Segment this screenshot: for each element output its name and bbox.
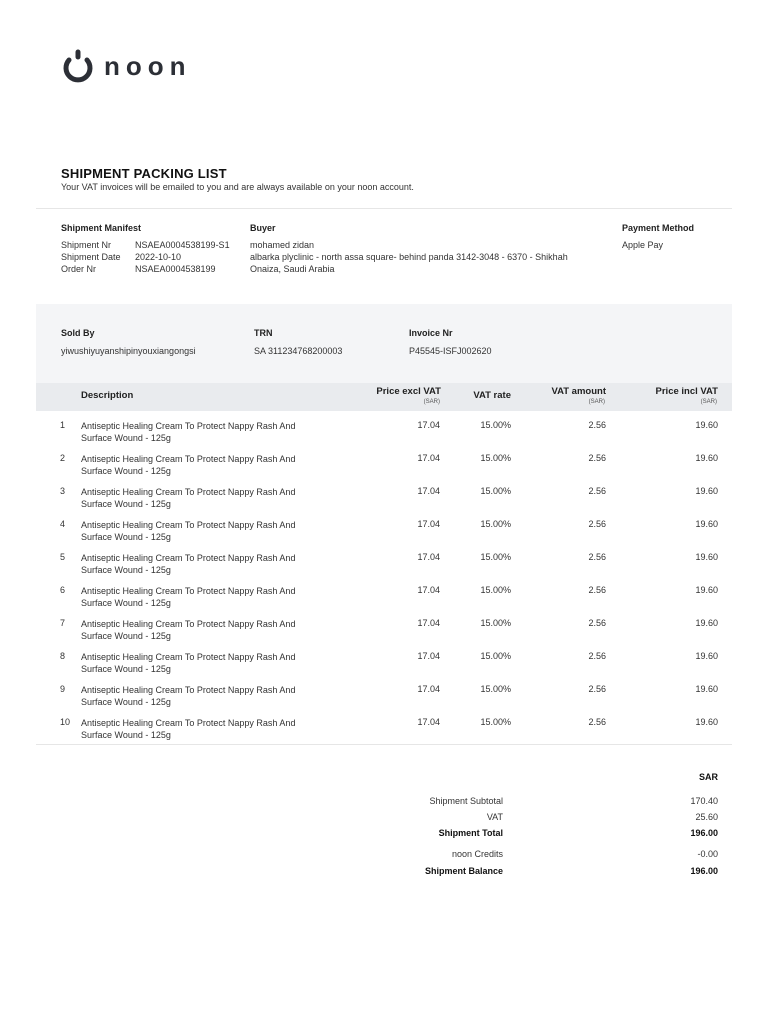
vat-rate: 15.00% — [480, 519, 511, 529]
table-row — [36, 483, 732, 516]
item-description-line1: Antiseptic Healing Cream To Protect Nappy Rash And — [81, 652, 296, 662]
balance-label: Shipment Balance — [424, 866, 503, 876]
table-row — [36, 681, 732, 714]
table-row — [36, 648, 732, 681]
credits-label: noon Credits — [451, 849, 503, 859]
manifest-value-order-nr: NSAEA0004538199 — [135, 264, 216, 274]
manifest-label-order-nr: Order Nr — [61, 264, 97, 274]
manifest-label-shipment-date: Shipment Date — [61, 252, 121, 262]
page-title: SHIPMENT PACKING LIST — [61, 166, 227, 181]
price-excl-vat: 17.04 — [417, 651, 440, 661]
item-description-line2: Surface Wound - 125g — [81, 466, 171, 476]
item-description-line2: Surface Wound - 125g — [81, 433, 171, 443]
brand-name: noon — [104, 50, 192, 81]
col-description: Description — [81, 390, 134, 401]
payment-heading: Payment Method — [622, 223, 695, 233]
divider — [36, 744, 732, 745]
col-vat-rate: VAT rate — [473, 390, 511, 401]
item-description — [81, 618, 326, 642]
total-label: Shipment Total — [438, 828, 503, 838]
divider — [36, 208, 732, 209]
price-excl-vat: 17.04 — [417, 420, 440, 430]
trn-value: SA 311234768200003 — [254, 346, 343, 356]
table-row — [36, 714, 732, 747]
row-number: 6 — [60, 585, 66, 595]
row-number: 10 — [60, 717, 71, 727]
vat-rate: 15.00% — [480, 651, 511, 661]
total-value: 196.00 — [690, 828, 718, 838]
item-description-line1: Antiseptic Healing Cream To Protect Nappy Rash And — [81, 586, 296, 596]
item-description — [81, 585, 326, 609]
price-incl-vat: 19.60 — [695, 618, 718, 628]
buyer-heading: Buyer — [250, 223, 276, 233]
noon-logo-icon — [60, 48, 96, 84]
price-excl-vat: 17.04 — [417, 717, 440, 727]
price-incl-vat: 19.60 — [695, 651, 718, 661]
vat-amount: 2.56 — [588, 519, 606, 529]
table-row — [36, 450, 732, 483]
table-row — [36, 417, 732, 450]
vat-amount: 2.56 — [588, 651, 606, 661]
trn-heading: TRN — [254, 328, 273, 338]
payment-method: Apple Pay — [622, 240, 664, 250]
price-excl-vat: 17.04 — [417, 552, 440, 562]
item-description — [81, 420, 326, 444]
table-row — [36, 582, 732, 615]
row-number: 5 — [60, 552, 66, 562]
price-excl-vat: 17.04 — [417, 453, 440, 463]
item-description-line2: Surface Wound - 125g — [81, 664, 171, 674]
price-incl-vat: 19.60 — [695, 519, 718, 529]
vat-amount: 2.56 — [588, 453, 606, 463]
vat-rate: 15.00% — [480, 453, 511, 463]
row-number: 9 — [60, 684, 66, 694]
item-description-line2: Surface Wound - 125g — [81, 499, 171, 509]
price-incl-vat: 19.60 — [695, 717, 718, 727]
vat-amount: 2.56 — [588, 618, 606, 628]
item-description — [81, 552, 326, 576]
balance-value: 196.00 — [690, 866, 718, 876]
item-description-line1: Antiseptic Healing Cream To Protect Nappy Rash And — [81, 421, 296, 431]
price-incl-vat: 19.60 — [695, 585, 718, 595]
vat-rate: 15.00% — [480, 552, 511, 562]
table-row — [36, 615, 732, 648]
item-description-line1: Antiseptic Healing Cream To Protect Nappy Rash And — [81, 553, 296, 563]
buyer-name: mohamed zidan — [250, 240, 315, 250]
item-description — [81, 486, 326, 510]
row-number: 3 — [60, 486, 66, 496]
item-description-line1: Antiseptic Healing Cream To Protect Nappy Rash And — [81, 454, 296, 464]
invoice-heading: Invoice Nr — [409, 328, 453, 338]
item-description-line2: Surface Wound - 125g — [81, 598, 171, 608]
vat-amount: 2.56 — [588, 486, 606, 496]
price-excl-vat: 17.04 — [417, 684, 440, 694]
vat-rate: 15.00% — [480, 585, 511, 595]
table-row — [36, 516, 732, 549]
col-price-excl-unit: (SAR) — [423, 399, 440, 405]
price-incl-vat: 19.60 — [695, 486, 718, 496]
item-description — [81, 453, 326, 477]
vat-amount: 2.56 — [588, 585, 606, 595]
item-description-line1: Antiseptic Healing Cream To Protect Nappy Rash And — [81, 487, 296, 497]
item-description — [81, 651, 326, 675]
sold-by-heading: Sold By — [61, 328, 95, 338]
item-description — [81, 684, 326, 708]
item-description — [81, 717, 326, 741]
price-excl-vat: 17.04 — [417, 585, 440, 595]
col-vat-amount: VAT amount — [551, 386, 606, 397]
table-row — [36, 549, 732, 582]
item-description — [81, 519, 326, 543]
page-subtitle: Your VAT invoices will be emailed to you and are always available on your noon account. — [61, 182, 414, 192]
price-incl-vat: 19.60 — [695, 684, 718, 694]
vat-amount: 2.56 — [588, 684, 606, 694]
item-description-line2: Surface Wound - 125g — [81, 532, 171, 542]
subtotal-value: 170.40 — [690, 796, 718, 806]
totals-currency: SAR — [698, 772, 718, 782]
vat-value: 25.60 — [695, 812, 718, 822]
item-description-line2: Surface Wound - 125g — [81, 730, 171, 740]
item-description-line1: Antiseptic Healing Cream To Protect Nappy Rash And — [81, 520, 296, 530]
price-excl-vat: 17.04 — [417, 618, 440, 628]
vat-label: VAT — [486, 812, 503, 822]
row-number: 8 — [60, 651, 66, 661]
item-description-line1: Antiseptic Healing Cream To Protect Nappy Rash And — [81, 718, 296, 728]
buyer-address-line2: Onaiza, Saudi Arabia — [250, 264, 335, 274]
price-excl-vat: 17.04 — [417, 486, 440, 496]
col-price-incl: Price incl VAT — [655, 386, 718, 397]
item-description-line2: Surface Wound - 125g — [81, 631, 171, 641]
price-incl-vat: 19.60 — [695, 552, 718, 562]
buyer-address-line1: albarka plyclinic - north assa square- behind panda 3142-3048 - 6370 - Shikhah — [250, 252, 568, 262]
vat-amount: 2.56 — [588, 717, 606, 727]
col-vat-amount-unit: (SAR) — [588, 399, 605, 405]
noon-logo — [60, 46, 192, 86]
vat-amount: 2.56 — [588, 420, 606, 430]
manifest-value-shipment-nr: NSAEA0004538199-S1 — [135, 240, 230, 250]
item-description-line2: Surface Wound - 125g — [81, 697, 171, 707]
invoice-value: P45545-ISFJ002620 — [409, 346, 492, 356]
manifest-heading: Shipment Manifest — [61, 223, 142, 233]
item-description-line1: Antiseptic Healing Cream To Protect Nappy Rash And — [81, 619, 296, 629]
vat-rate: 15.00% — [480, 717, 511, 727]
vat-amount: 2.56 — [588, 552, 606, 562]
row-number: 4 — [60, 519, 66, 529]
row-number: 7 — [60, 618, 66, 628]
sold-by-value: yiwushiyuyanshipinyouxiangongsi — [61, 346, 196, 356]
col-price-incl-unit: (SAR) — [700, 399, 717, 405]
seller-section — [36, 304, 732, 383]
manifest-value-shipment-date: 2022-10-10 — [135, 252, 182, 262]
price-incl-vat: 19.60 — [695, 420, 718, 430]
vat-rate: 15.00% — [480, 486, 511, 496]
item-description-line2: Surface Wound - 125g — [81, 565, 171, 575]
price-excl-vat: 17.04 — [417, 519, 440, 529]
row-number: 2 — [60, 453, 66, 463]
col-price-excl: Price excl VAT — [376, 386, 441, 397]
vat-rate: 15.00% — [480, 684, 511, 694]
price-incl-vat: 19.60 — [695, 453, 718, 463]
vat-rate: 15.00% — [480, 420, 511, 430]
subtotal-label: Shipment Subtotal — [429, 796, 503, 806]
item-description-line1: Antiseptic Healing Cream To Protect Nappy Rash And — [81, 685, 296, 695]
vat-rate: 15.00% — [480, 618, 511, 628]
manifest-label-shipment-nr: Shipment Nr — [61, 240, 112, 250]
credits-value: -0.00 — [697, 849, 718, 859]
row-number: 1 — [60, 420, 66, 430]
